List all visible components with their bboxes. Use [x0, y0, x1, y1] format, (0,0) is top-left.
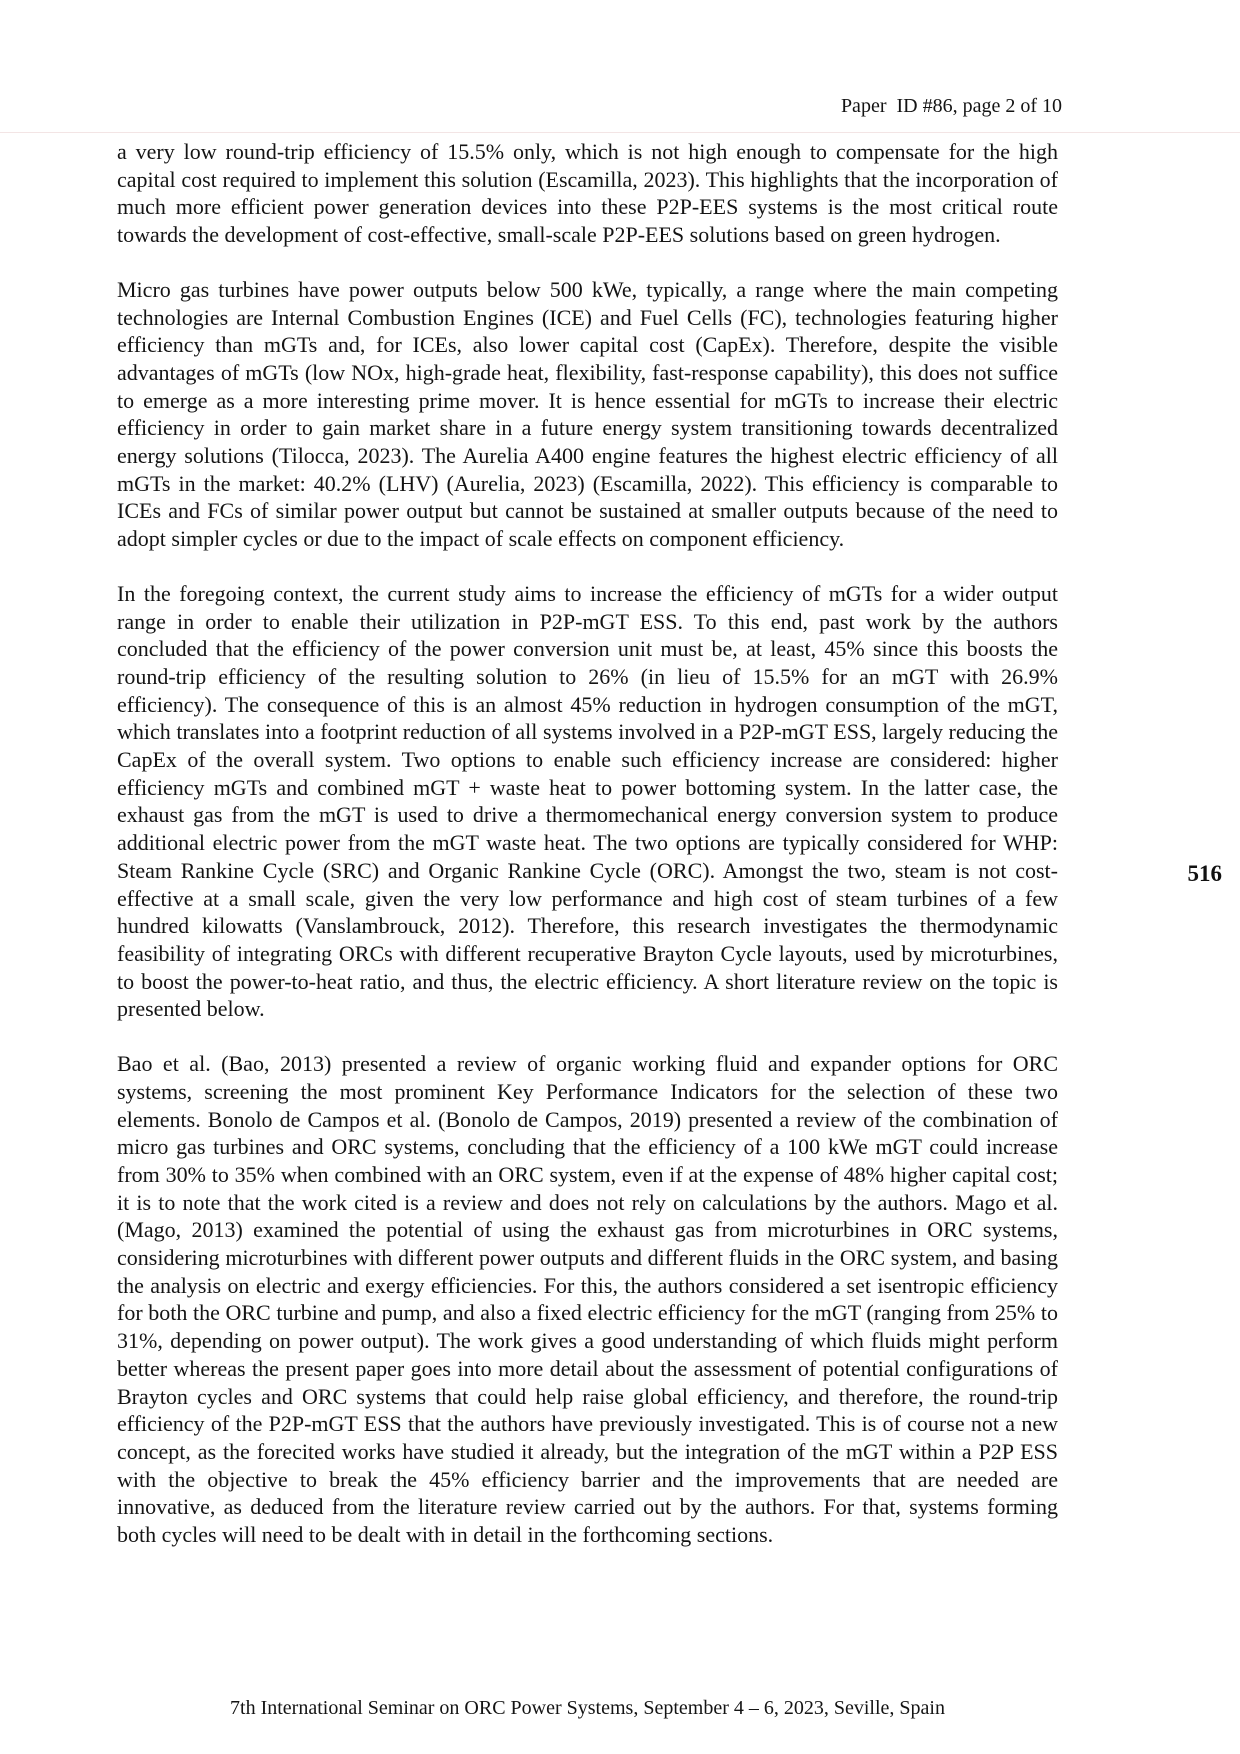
body-paragraph: Micro gas turbines have power outputs below 500 kWe, typically, a range where the main competing technologies are Internal Combustion Engines (ICE) and Fuel Cells (FC), technologies featuring higher efficiency than mGTs and, for ICEs, also lower capital cost (CapEx). Therefore, despite the visible advantages of mGTs (low NOx, high-grade heat, flexibility, fast-response capability), this does not suffice to emerge as a more interesting prime mover. It is hence essential for mGTs to increase their electric efficiency in order to gain market share in a future energy system transitioning towards decentralized energy solutions (Tilocca, 2023). The Aurelia A400 engine features the highest electric efficiency of all mGTs in the market: 40.2% (LHV) (Aurelia, 2023) (Escamilla, 2022). This efficiency is comparable to ICEs and FCs of similar power output but cannot be sustained at smaller outputs because of the need to adopt simpler cycles or due to the impact of scale effects on component efficiency.	[117, 276, 1058, 552]
margin-line-number: 516	[1187, 861, 1222, 886]
page-footer: 7th International Seminar on ORC Power Systems, September 4 – 6, 2023, Seville, Spain	[230, 1697, 945, 1719]
body-paragraph: Bao et al. (Bao, 2013) presented a review of organic working fluid and expander options for ORC systems, screening the most prominent Key Performance Indicators for the selection of these two elements. Bonolo de Campos et al. (Bonolo de Campos, 2019) presented a review of the combination of micro gas turbines and ORC systems, concluding that the efficiency of a 100 kWe mGT could increase from 30% to 35% when combined with an ORC system, even if at the expense of 48% higher capital cost; it is to note that the work cited is a review and does not rely on calculations by the authors. Mago et al. (Mago, 2013) examined the potential of using the exhaust gas from microturbines in ORC systems, considering microturbines with different power outputs and different fluids in the ORC system, and basing the analysis on electric and exergy efficiencies. For this, the authors considered a set isentropic efficiency for both the ORC turbine and pump, and also a fixed electric efficiency for the mGT (ranging from 25% to 31%, depending on power output). The work gives a good understanding of which fluids might perform better whereas the present paper goes into more detail about the assessment of potential configurations of Brayton cycles and ORC systems that could help raise global efficiency, and therefore, the round-trip efficiency of the P2P-mGT ESS that the authors have previously investigated. This is of course not a new concept, as the forecited works have studied it already, but the integration of the mGT within a P2P ESS with the objective to break the 45% efficiency barrier and the improvements that are needed are innovative, as deduced from the literature review carried out by the authors. For that, systems forming both cycles will need to be dealt with in detail in the forthcoming sections.	[117, 1051, 1058, 1548]
header-divider	[0, 132, 1240, 133]
body-paragraph: In the foregoing context, the current study aims to increase the efficiency of mGTs for a wider output range in order to enable their utilization in P2P-mGT ESS. To this end, past work by the authors concluded that the efficiency of the power conversion unit must be, at least, 45% since this boosts the round-trip efficiency of the resulting solution to 26% (in lieu of 15.5% for an mGT with 26.9% efficiency). The consequence of this is an almost 45% reduction in hydrogen consumption of the mGT, which translates into a footprint reduction of all systems involved in a P2P-mGT ESS, largely reducing the CapEx of the overall system. Two options to enable such efficiency increase are considered: higher efficiency mGTs and combined mGT + waste heat to power bottoming system. In the latter case, the exhaust gas from the mGT is used to drive a thermomechanical energy conversion system to produce additional electric power from the mGT waste heat. The two options are typically considered for WHP: Steam Rankine Cycle (SRC) and Organic Rankine Cycle (ORC). Amongst the two, steam is not cost-effective at a small scale, given the very low performance and high cost of steam turbines of a few hundred kilowatts (Vanslambrouck, 2012). Therefore, this research investigates the thermodynamic feasibility of integrating ORCs with different recuperative Brayton Cycle layouts, used by microturbines, to boost the power-to-heat ratio, and thus, the electric efficiency. A short literature review on the topic is presented below.	[117, 580, 1058, 1022]
page-header: Paper ID #86, page 2 of 10	[840, 95, 1062, 117]
body-paragraph: a very low round-trip efficiency of 15.5% only, which is not high enough to compensate for the high capital cost required to implement this solution (Escamilla, 2023). This highlights that the incorporation of much more efficient power generation devices into these P2P-EES systems is the most critical route towards the development of cost-effective, small-scale P2P-EES solutions based on green hydrogen.	[117, 139, 1058, 248]
paper-body	[117, 138, 1058, 1549]
